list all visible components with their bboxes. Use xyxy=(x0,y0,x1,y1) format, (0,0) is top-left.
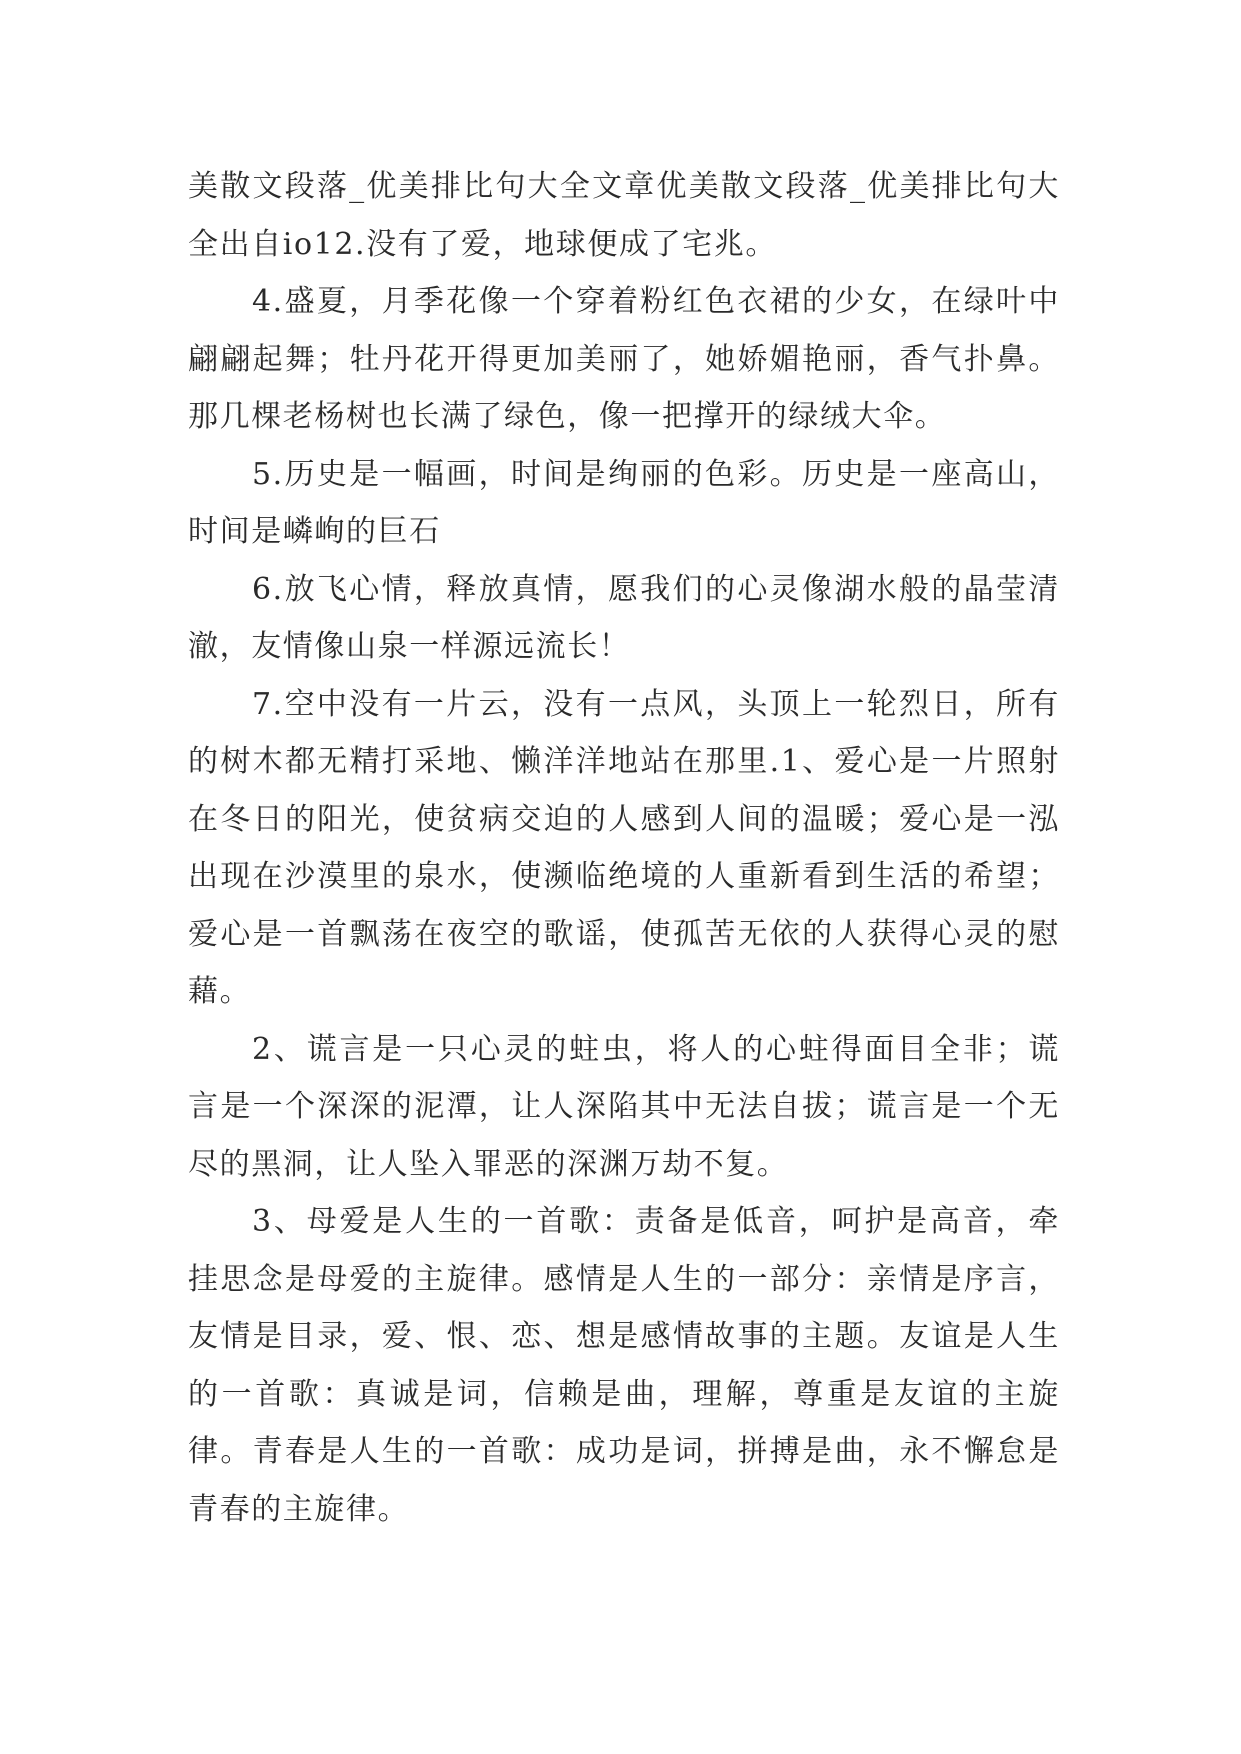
document-page xyxy=(188,158,1060,1538)
paragraph-intro: 美散文段落_优美排比句大全文章优美散文段落_优美排比句大全出自io12.没有了爱，地球便成了宅兆。 xyxy=(188,169,1060,262)
paragraph-lies: 2、谎言是一只心灵的蛀虫，将人的心蛀得面目全非；谎言是一个深深的泥潭，让人深陷其中无法自拔；谎言是一个无尽的黑洞，让人坠入罪恶的深渊万劫不复。 xyxy=(188,1031,1060,1182)
paragraph-5: 5.历史是一幅画，时间是绚丽的色彩。历史是一座高山，时间是嶙峋的巨石 xyxy=(188,456,1060,549)
paragraph-songs: 3、母爱是人生的一首歌：责备是低音，呵护是高音，牵挂思念是母爱的主旋律。感情是人生的一部分：亲情是序言，友情是目录，爱、恨、恋、想是感情故事的主题。友谊是人生的一首歌：真诚是词，信赖是曲，理解，尊重是友谊的主旋律。青春是人生的一首歌：成功是词，拼搏是曲，永不懈怠是青春的主旋律。 xyxy=(188,1204,1060,1527)
paragraph-7: 7.空中没有一片云，没有一点风，头顶上一轮烈日，所有的树木都无精打采地、懒洋洋地站在那里.1、爱心是一片照射在冬日的阳光，使贫病交迫的人感到人间的温暖；爱心是一泓出现在沙漠里的泉水，使濒临绝境的人重新看到生活的希望；爱心是一首飘荡在夜空的歌谣，使孤苦无依的人获得心灵的慰藉。 xyxy=(188,686,1060,1009)
paragraph-6: 6.放飞心情，释放真情，愿我们的心灵像湖水般的晶莹清澈，友情像山泉一样源远流长！ xyxy=(188,571,1060,664)
paragraph-4: 4.盛夏，月季花像一个穿着粉红色衣裙的少女，在绿叶中翩翩起舞；牡丹花开得更加美丽了，她娇媚艳丽，香气扑鼻。那几棵老杨树也长满了绿色，像一把撑开的绿绒大伞。 xyxy=(188,284,1060,434)
